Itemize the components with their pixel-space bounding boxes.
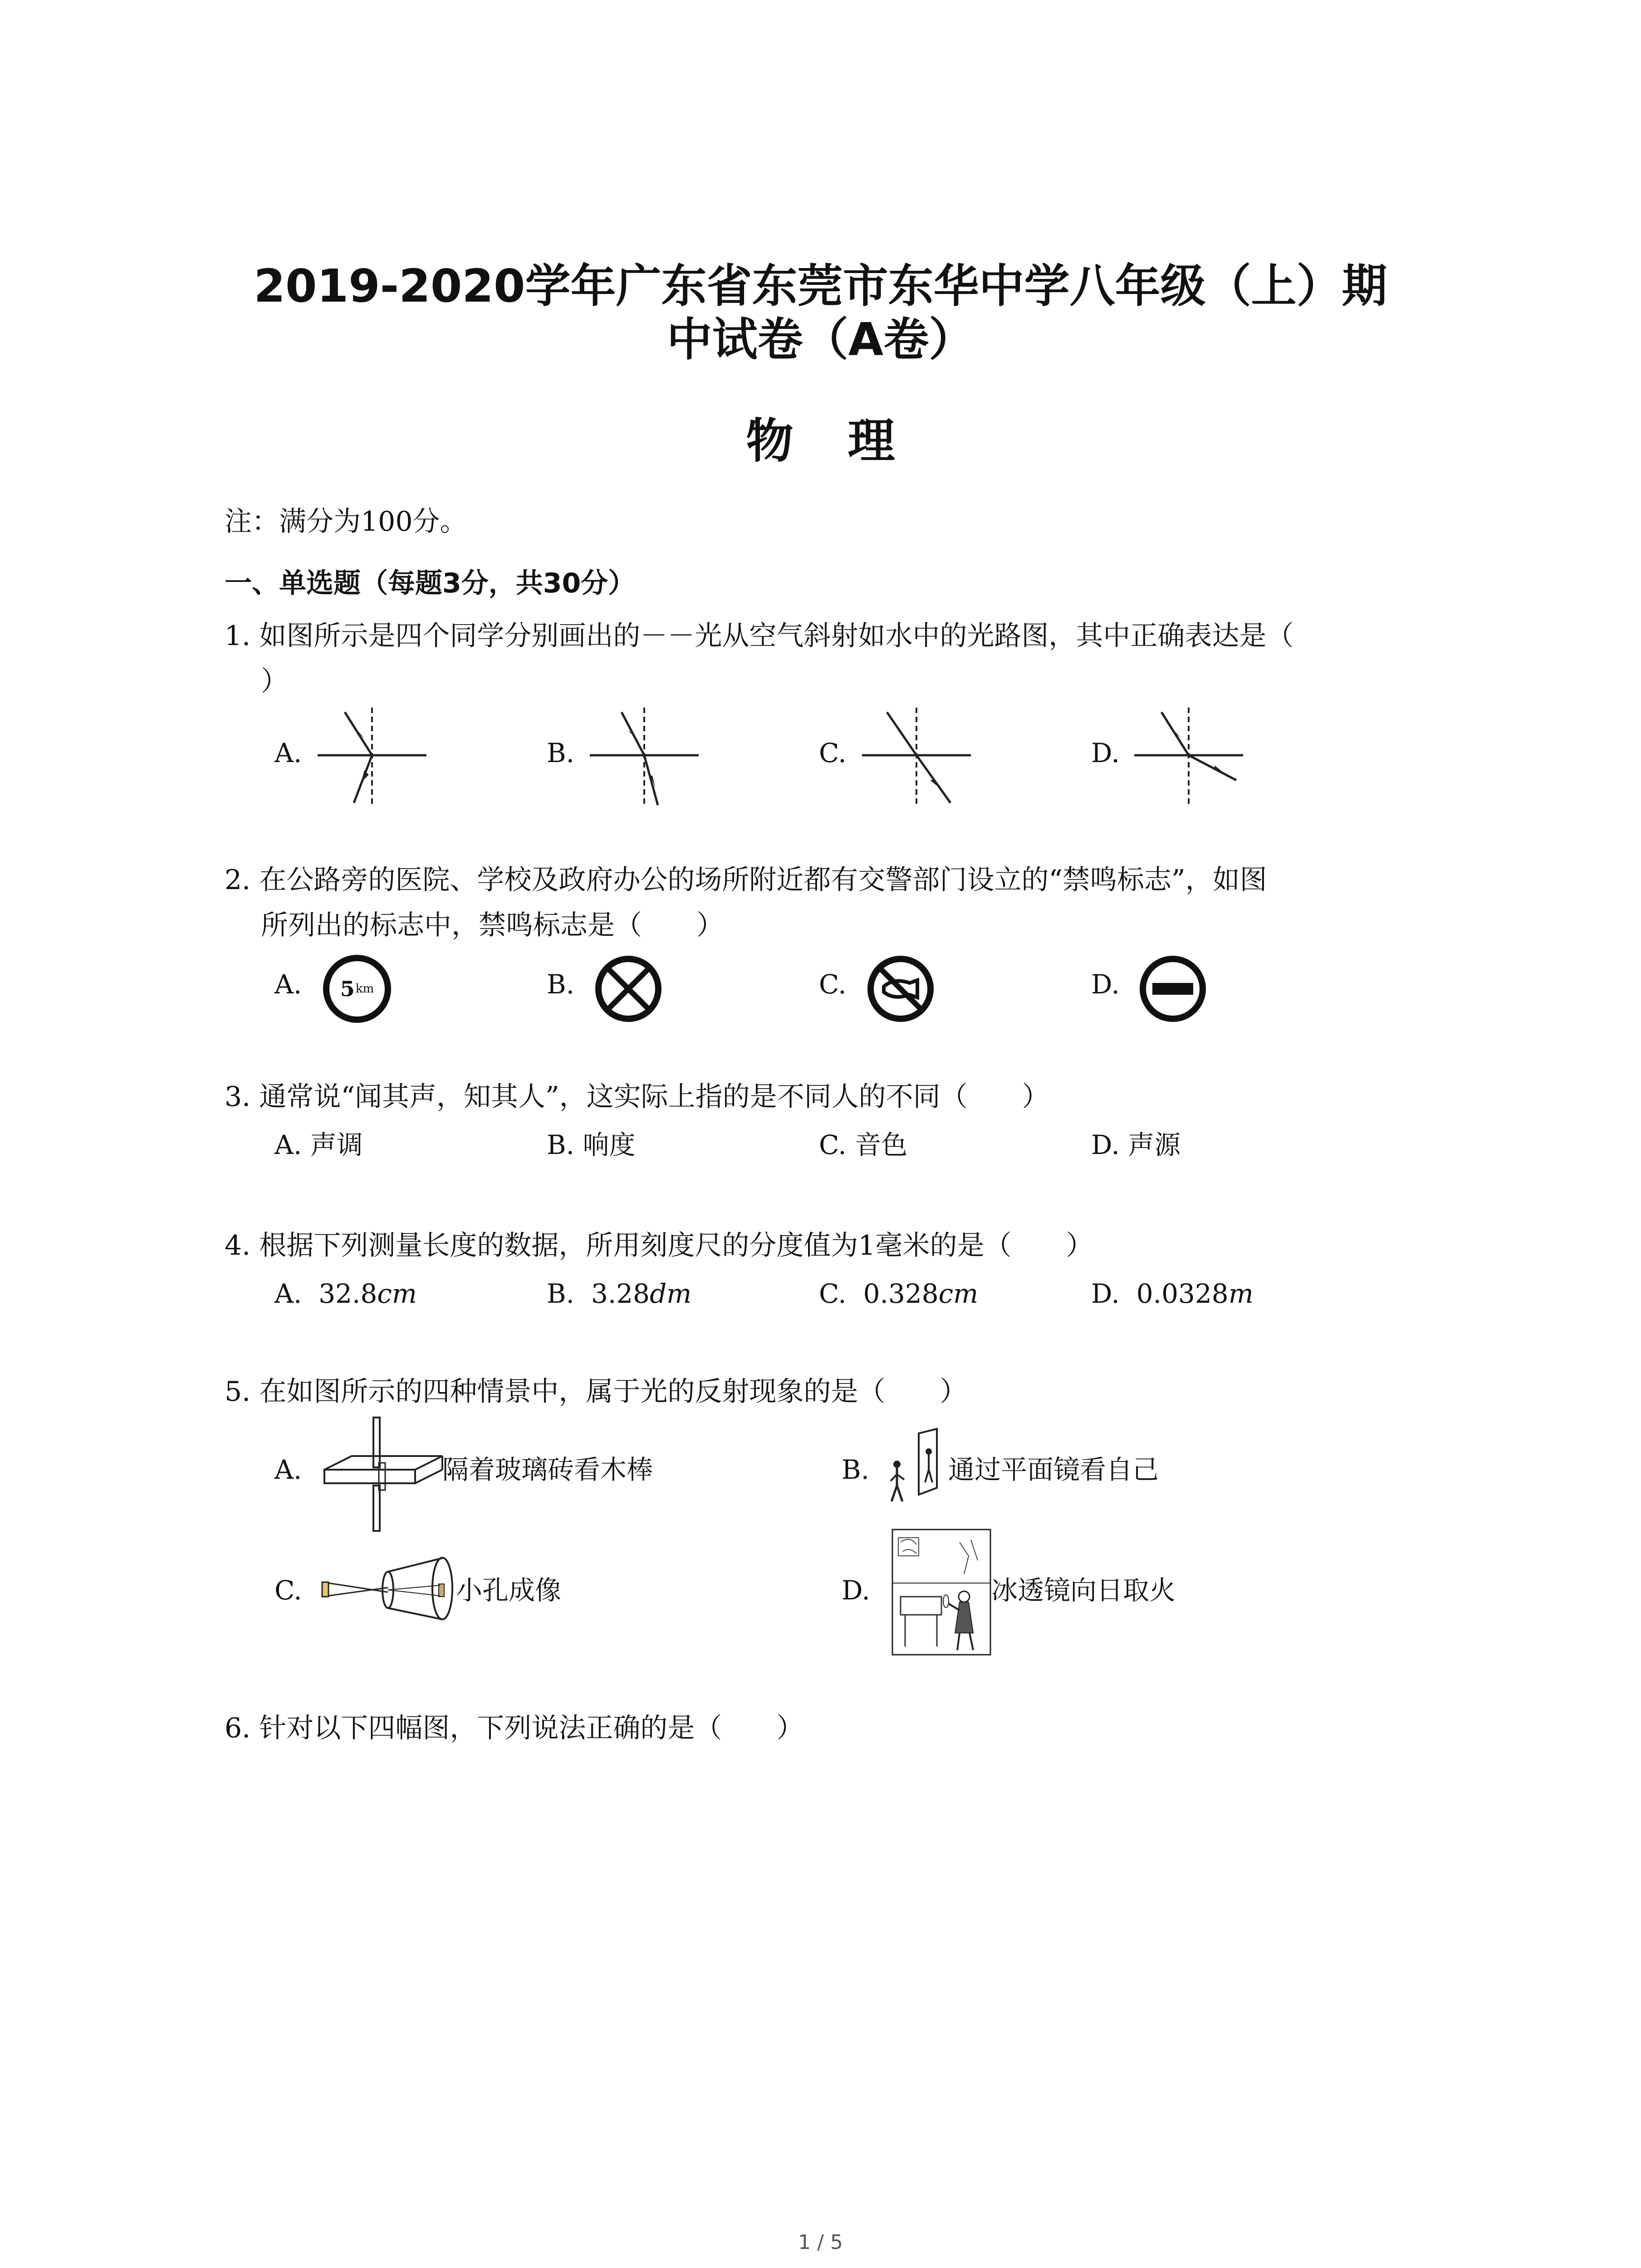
q4-option-a-label: A. [274,1278,302,1309]
q1-option-d-label: D. [1091,738,1120,768]
q4-option-b [547,1276,691,1312]
q1-option-b-label: B. [547,738,575,768]
q3-option-c: C. 音色 [819,1129,908,1160]
exam-title-line1: 2019-2020学年广东省东莞市东华中学八年级（上）期 [254,259,1387,313]
q1-diagram-c [862,708,971,807]
no-entry-bar-sign [1139,955,1207,1023]
q4-option-d-value: 0.0328 [1136,1278,1229,1309]
q1-diagram-d [1134,708,1243,807]
subject-title: 物理 [746,413,950,469]
q5-option-c-caption: 小孔成像 [456,1575,562,1606]
q5-option-c-label: C. [274,1575,302,1606]
glass-block-rod-figure [320,1418,447,1531]
q3-option-a: A. 声调 [274,1129,363,1160]
question-1-text-cont: ） [261,665,288,697]
exam-title-line2: 中试卷（A卷） [666,313,975,366]
q1-option-c-label: C. [819,738,847,768]
question-5-text: 5. 在如图所示的四种情景中，属于光的反射现象的是（ ） [225,1376,967,1408]
no-entry-x-sign [594,955,662,1023]
plane-mirror-figure [887,1429,950,1506]
sign-a-number: 5 [340,977,355,1001]
q4-option-b-label: B. [547,1278,575,1309]
speed-limit-sign [323,955,391,1023]
pinhole-camera-figure [320,1551,456,1624]
q5-option-b-label: B. [842,1454,870,1485]
q4-option-d-label: D. [1091,1278,1120,1309]
q2-option-a-label: A. [274,969,302,1000]
question-2-text: 2. 在公路旁的医院、学校及政府办公的场所附近都有交警部门设立的“禁鸣标志”，如图 [225,864,1267,896]
ice-lens-fire-figure [892,1529,991,1656]
score-note: 注：满分为100分。 [225,506,467,538]
q4-option-d [1091,1276,1254,1312]
q4-option-c-label: C. [819,1278,847,1309]
q5-option-d-caption: 冰透镜向日取火 [991,1575,1176,1606]
question-6-text: 6. 针对以下四幅图，下列说法正确的是（ ） [225,1712,804,1744]
q4-option-d-unit: m [1228,1278,1254,1309]
q3-option-d: D. 声源 [1091,1129,1181,1160]
q2-option-c-label: C. [819,969,847,1000]
question-2-text-cont: 所列出的标志中，禁鸣标志是（ ） [261,909,724,941]
q1-diagram-b [590,708,699,807]
q1-diagram-a [318,708,426,807]
question-4-text: 4. 根据下列测量长度的数据，所用刻度尺的分度值为1毫米的是（ ） [225,1230,1093,1261]
q4-option-a-value: 32.8 [318,1278,377,1309]
sign-a-unit: km [355,982,374,996]
q2-option-d-label: D. [1091,969,1120,1000]
q4-option-b-unit: dm [650,1278,692,1309]
section-heading: 一、单选题（每题3分，共30分） [225,567,636,599]
q4-option-a-unit: cm [377,1278,417,1309]
q4-option-c-value: 0.328 [863,1278,939,1309]
q4-option-b-value: 3.28 [591,1278,650,1309]
q5-option-b-caption: 通过平面镜看自己 [948,1454,1159,1485]
page-number: 1 / 5 [798,2231,843,2254]
no-horn-sign [867,955,935,1023]
q4-option-a [274,1276,417,1312]
q1-option-a-label: A. [274,738,302,768]
q3-option-b: B. 响度 [547,1129,636,1160]
q2-option-b-label: B. [547,969,575,1000]
q5-option-a-caption: 隔着玻璃砖看木棒 [442,1454,653,1485]
question-3-text: 3. 通常说“闻其声，知其人”，这实际上指的是不同人的不同（ ） [225,1081,1049,1113]
q5-option-d-label: D. [842,1575,870,1606]
question-1-text: 1. 如图所示是四个同学分别画出的－－光从空气斜射如水中的光路图，其中正确表达是（ [225,620,1294,652]
q4-option-c [819,1276,978,1312]
q5-option-a-label: A. [274,1454,302,1485]
q4-option-c-unit: cm [938,1278,979,1309]
